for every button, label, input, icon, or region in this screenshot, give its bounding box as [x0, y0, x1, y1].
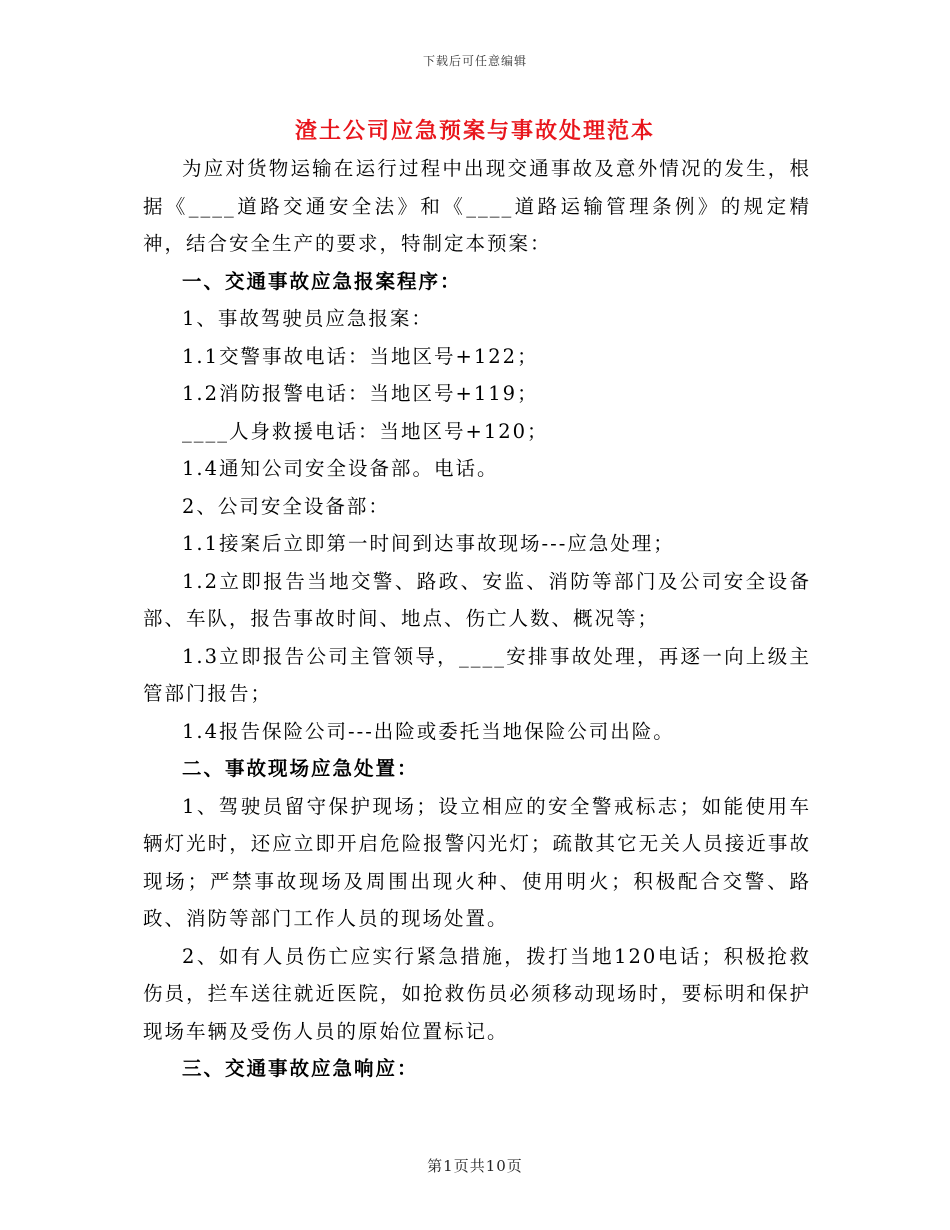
body-paragraph: 1.3立即报告公司主管领导，____安排事故处理，再逐一向上级主管部门报告；: [143, 644, 811, 705]
document-title: 渣土公司应急预案与事故处理范本: [294, 118, 655, 144]
intro-paragraph: 为应对货物运输在运行过程中出现交通事故及意外情况的发生，根据《____道路交通安全法》和《____道路运输管理条例》的规定精神，结合安全生产的要求，特制定本预案：: [143, 157, 811, 255]
body-paragraph: 1、事故驾驶员应急报案：: [182, 307, 433, 330]
body-paragraph: ____人身救援电话：当地区号+120；: [182, 419, 549, 443]
section-heading: 一、交通事故应急报案程序：: [182, 269, 462, 293]
document-body: [143, 150, 811, 1088]
header-note: 下载后可任意编辑: [422, 54, 527, 68]
body-paragraph: 2、如有人员伤亡应实行紧急措施，拨打当地120电话；积极抢救伤员，拦车送往就近医院，如抢救伤员必须移动现场时，要标明和保护现场车辆及受伤人员的原始位置标记。: [143, 944, 811, 1043]
body-paragraph: 1.1接案后立即第一时间到达事故现场---应急处理；: [182, 532, 675, 555]
body-paragraph: 2、公司安全设备部：: [182, 494, 390, 518]
body-paragraph: 1.4通知公司安全设备部。电话。: [182, 457, 499, 480]
page-number: 第1页共10页: [427, 1157, 523, 1175]
body-paragraph: 1.1交警事故电话：当地区号+122；: [182, 344, 539, 368]
section-heading: 三、交通事故应急响应：: [182, 1057, 419, 1080]
section-heading: 二、事故现场应急处置：: [182, 757, 419, 780]
body-paragraph: 1.2消防报警电话：当地区号+119；: [182, 382, 539, 405]
body-paragraph: 1.2立即报告当地交警、路政、安监、消防等部门及公司安全设备部、车队，报告事故时间、地点、伤亡人数、概况等；: [143, 569, 811, 630]
body-paragraph: 1、驾驶员留守保护现场；设立相应的安全警戒标志；如能使用车辆灯光时，还应立即开启危险报警闪光灯；疏散其它无关人员接近事故现场；严禁事故现场及周围出现火种、使用明火；积极配合交警、路政、消防等部门工作人员的现场处置。: [143, 794, 811, 930]
body-paragraph: 1.4报告保险公司---出险或委托当地保险公司出险。: [182, 719, 675, 743]
